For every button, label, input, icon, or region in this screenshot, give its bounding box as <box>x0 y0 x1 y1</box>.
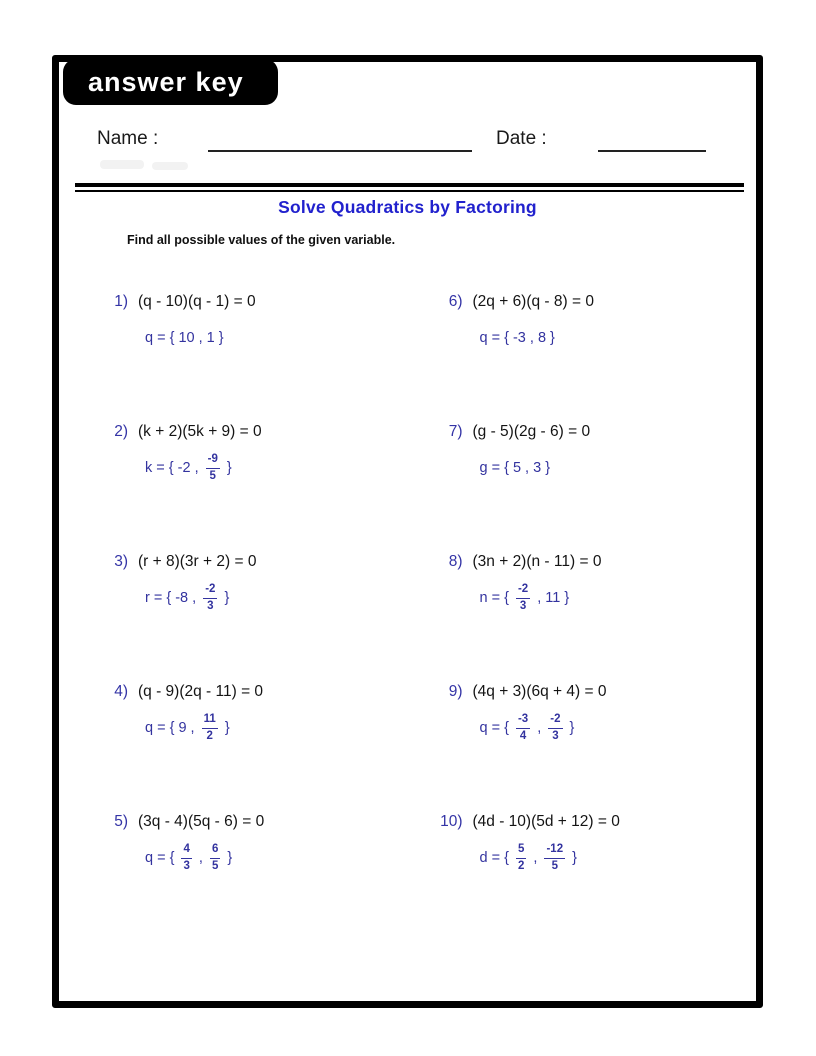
fraction: $\frac{-2}{3}$ <box>205 583 216 612</box>
problem-equation: (r + 8)(3r + 2) = 0 <box>138 553 257 570</box>
faded-text-artifact <box>100 160 144 169</box>
problem-item <box>59 803 408 933</box>
answer-text: , 11 } <box>533 590 570 606</box>
problem-answer <box>480 841 757 875</box>
problem-number: 6) <box>448 293 463 310</box>
answer-text: k = { -2 , <box>145 460 203 476</box>
answer-text: g = { 5 , 3 } <box>479 460 551 476</box>
problems-grid <box>59 283 756 933</box>
problem-equation: (g - 5)(2g - 6) = 0 <box>472 423 591 440</box>
problem-item <box>408 803 757 933</box>
answer-text: } <box>222 460 232 476</box>
problem-number: 1) <box>114 293 128 310</box>
header-divider <box>75 183 744 192</box>
problem-answer <box>480 581 757 615</box>
problem-item <box>408 543 757 673</box>
answer-key-badge <box>63 59 278 105</box>
fraction: $\frac{-9}{5}$ <box>207 453 218 482</box>
problem-item <box>59 543 408 673</box>
fraction: $\frac{5}{2}$ <box>517 843 525 872</box>
problem-number: 7) <box>448 423 463 440</box>
answer-text: q = { 9 , <box>145 720 199 736</box>
problem-answer <box>480 321 757 355</box>
date-blank-line <box>598 150 706 152</box>
answer-text: q = { <box>479 720 513 736</box>
answer-text: , <box>529 850 542 866</box>
fraction: $\frac{-12}{5}$ <box>546 843 564 872</box>
problem-answer <box>145 711 408 745</box>
problem-equation-row <box>94 682 408 702</box>
problem-equation-row <box>94 422 408 442</box>
answer-text: q = { <box>145 850 179 866</box>
problem-item <box>408 283 757 413</box>
answer-text: } <box>565 720 575 736</box>
problem-number: 3) <box>114 553 128 570</box>
problem-equation-row <box>429 292 757 312</box>
problem-answer <box>480 711 757 745</box>
answer-text: } <box>220 720 230 736</box>
answer-text: d = { <box>479 850 513 866</box>
answer-text: , <box>533 720 546 736</box>
fraction: $\frac{4}{3}$ <box>183 843 190 872</box>
answer-text: } <box>568 850 577 866</box>
problem-item <box>59 413 408 543</box>
problem-number: 9) <box>448 683 463 700</box>
problem-equation: (4d - 10)(5d + 12) = 0 <box>472 813 620 830</box>
name-blank-line <box>208 150 472 152</box>
problem-equation-row <box>429 812 757 832</box>
problem-equation-row <box>429 682 757 702</box>
problem-item <box>408 673 757 803</box>
problem-equation: (4q + 3)(6q + 4) = 0 <box>472 683 607 700</box>
fraction: $\frac{-2}{3}$ <box>517 583 529 612</box>
name-label: Name : <box>97 128 159 149</box>
problem-answer <box>145 451 408 485</box>
problem-item <box>59 673 408 803</box>
fraction: $\frac{-3}{4}$ <box>517 713 529 742</box>
answer-text: q = { 10 , 1 } <box>145 330 224 346</box>
answer-text: } <box>223 850 233 866</box>
problem-equation: (k + 2)(5k + 9) = 0 <box>138 423 262 440</box>
problem-equation-row <box>94 812 408 832</box>
problem-item <box>59 283 408 413</box>
problem-equation: (3q - 4)(5q - 6) = 0 <box>138 813 265 830</box>
problem-equation-row <box>429 422 757 442</box>
answer-text: , <box>194 850 207 866</box>
problem-item <box>408 413 757 543</box>
problem-answer <box>145 321 408 355</box>
problem-number: 5) <box>114 813 128 830</box>
problem-equation-row <box>429 552 757 572</box>
page-title: Solve Quadratics by Factoring <box>278 197 537 217</box>
fraction: $\frac{11}{2}$ <box>203 713 216 742</box>
problem-equation: (q - 9)(2q - 11) = 0 <box>138 683 264 700</box>
problem-number: 4) <box>114 683 128 700</box>
answer-key-badge-label: answer key <box>88 66 244 97</box>
problem-equation: (3n + 2)(n - 11) = 0 <box>472 553 602 570</box>
problem-equation-row <box>94 292 408 312</box>
date-label: Date : <box>496 128 547 149</box>
problem-number: 10) <box>440 813 463 830</box>
problem-answer <box>145 581 408 615</box>
answer-text: q = { -3 , 8 } <box>479 330 555 346</box>
problem-answer <box>480 451 757 485</box>
problem-equation: (2q + 6)(q - 8) = 0 <box>472 293 594 310</box>
problem-number: 8) <box>448 553 463 570</box>
problem-answer <box>145 841 408 875</box>
answer-text: r = { -8 , <box>145 590 201 606</box>
fraction: $\frac{-2}{3}$ <box>550 713 561 742</box>
problem-equation: (q - 10)(q - 1) = 0 <box>138 293 256 310</box>
fraction: $\frac{6}{5}$ <box>211 843 219 872</box>
problem-number: 2) <box>114 423 128 440</box>
answer-text: n = { <box>479 590 513 606</box>
problem-equation-row <box>94 552 408 572</box>
instruction-text: Find all possible values of the given variable. <box>127 233 396 247</box>
answer-text: } <box>220 590 230 606</box>
faded-text-artifact <box>152 162 188 170</box>
